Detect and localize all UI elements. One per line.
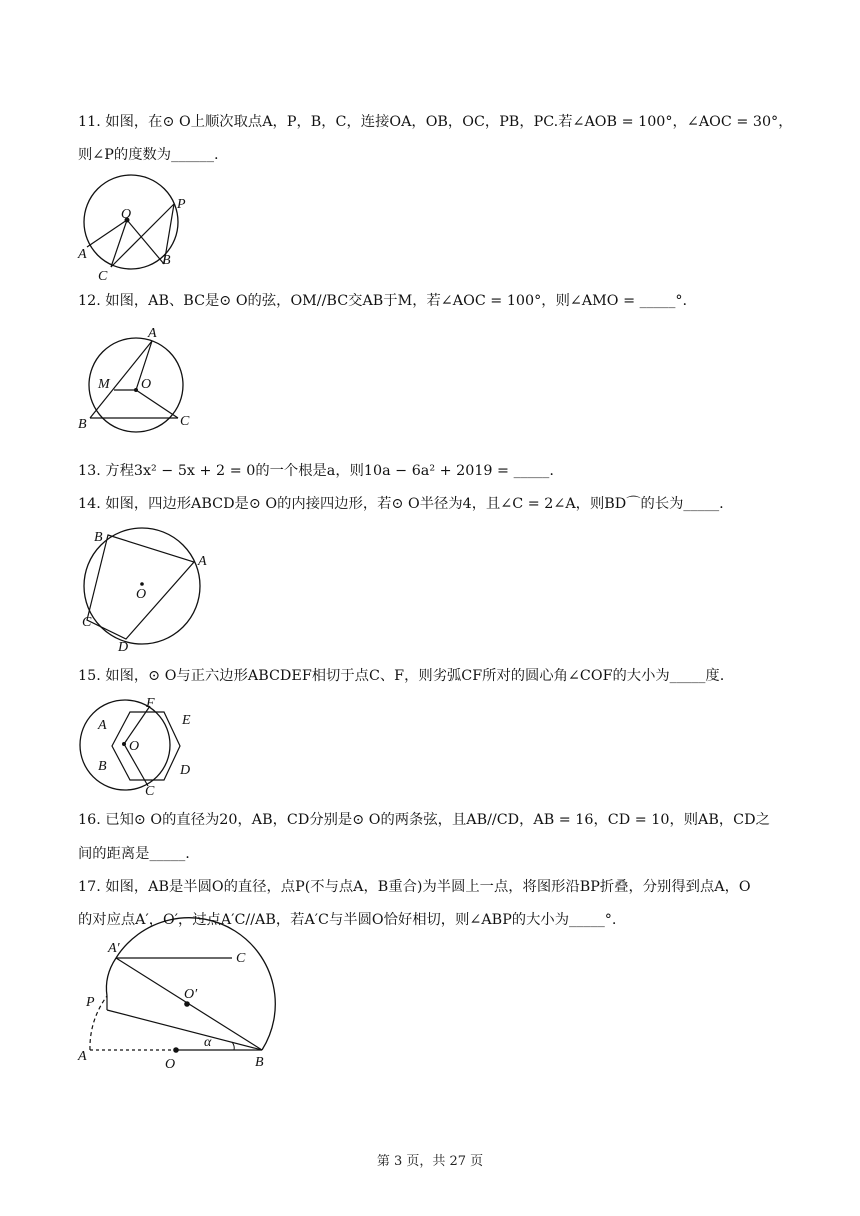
q11-label-o: O	[121, 207, 132, 222]
q15-label-b: B	[98, 759, 107, 774]
q11-text-line2: 则∠P的度数为______.	[78, 147, 219, 163]
page-footer: 第 3 页，共 27 页	[376, 1154, 484, 1169]
q15-text-line1: 15. 如图，⊙ O与正六边形ABCDEF相切于点C、F，则劣弧CF所对的圆心角∠COF的大小为_____度.	[78, 668, 725, 684]
q12-text-line1: 12. 如图，AB、BC是⊙ O的弦，OM//BC交AB于M，若∠AOC = 100°，则∠AMO = _____°.	[78, 293, 688, 309]
q11-label-b: B	[162, 253, 171, 268]
q17-label-a-prime: A′	[108, 941, 120, 956]
q15-label-d: D	[180, 763, 191, 778]
q11-text-line1: 11. 如图，在⊙ O上顺次取点A，P，B，C，连接OA，OB，OC，PB，PC.若∠AOB = 100°，∠AOC = 30°，	[78, 114, 793, 130]
q15-label-e: E	[182, 713, 191, 728]
q17-figure	[74, 938, 274, 1072]
q12-label-o: O	[141, 377, 152, 392]
q14-label-d: D	[118, 640, 129, 655]
q15-label-o: O	[129, 739, 140, 754]
q14-text-line1: 14. 如图，四边形ABCD是⊙ O的内接四边形，若⊙ O半径为4，且∠C = 2∠A，则BD⌒的长为_____.	[78, 496, 724, 512]
q12-label-m: M	[98, 377, 110, 392]
q15-label-f: F	[146, 696, 155, 711]
q17-label-o: O	[165, 1057, 176, 1072]
q17-label-o-prime: O′	[184, 987, 198, 1002]
q16-text-line1: 16. 已知⊙ O的直径为20，AB，CD分别是⊙ O的两条弦，且AB//CD，AB = 16，CD = 10，则AB，CD之	[78, 812, 770, 828]
q12-label-c: C	[180, 414, 190, 429]
q11-label-c: C	[98, 269, 108, 284]
q15-label-c: C	[145, 784, 155, 799]
q17-text-line2: 的对应点A′，O′，过点A′C//AB，若A′C与半圆O恰好相切，则∠ABP的大小为_____°.	[78, 912, 617, 928]
q16-text-line2: 间的距离是_____.	[78, 846, 190, 862]
q11-figure	[74, 172, 196, 284]
q14-label-c: C	[82, 615, 92, 630]
q17-label-c: C	[236, 951, 246, 966]
q14-label-a: A	[198, 554, 207, 569]
q15-figure	[74, 694, 204, 800]
q12-label-a: A	[148, 326, 157, 341]
q15-label-a: A	[98, 718, 107, 733]
q17-label-b: B	[255, 1055, 264, 1070]
q14-label-b: B	[94, 530, 103, 545]
q11-label-a: A	[78, 247, 87, 262]
q17-label-alpha: α	[204, 1035, 212, 1050]
q12-label-b: B	[78, 417, 87, 432]
q11-label-p: P	[177, 197, 186, 212]
q14-figure	[76, 522, 216, 654]
q17-label-p: P	[86, 995, 95, 1010]
q17-text-line1: 17. 如图，AB是半圆O的直径，点P(不与点A，B重合)为半圆上一点，将图形沿BP折叠，分别得到点A，O	[78, 879, 751, 895]
q14-label-o: O	[136, 587, 147, 602]
q13-text-line1: 13. 方程3x² − 5x + 2 = 0的一个根是a，则10a − 6a² + 2019 = _____.	[78, 463, 554, 479]
q17-label-a: A	[78, 1049, 87, 1064]
q12-figure	[74, 322, 204, 434]
